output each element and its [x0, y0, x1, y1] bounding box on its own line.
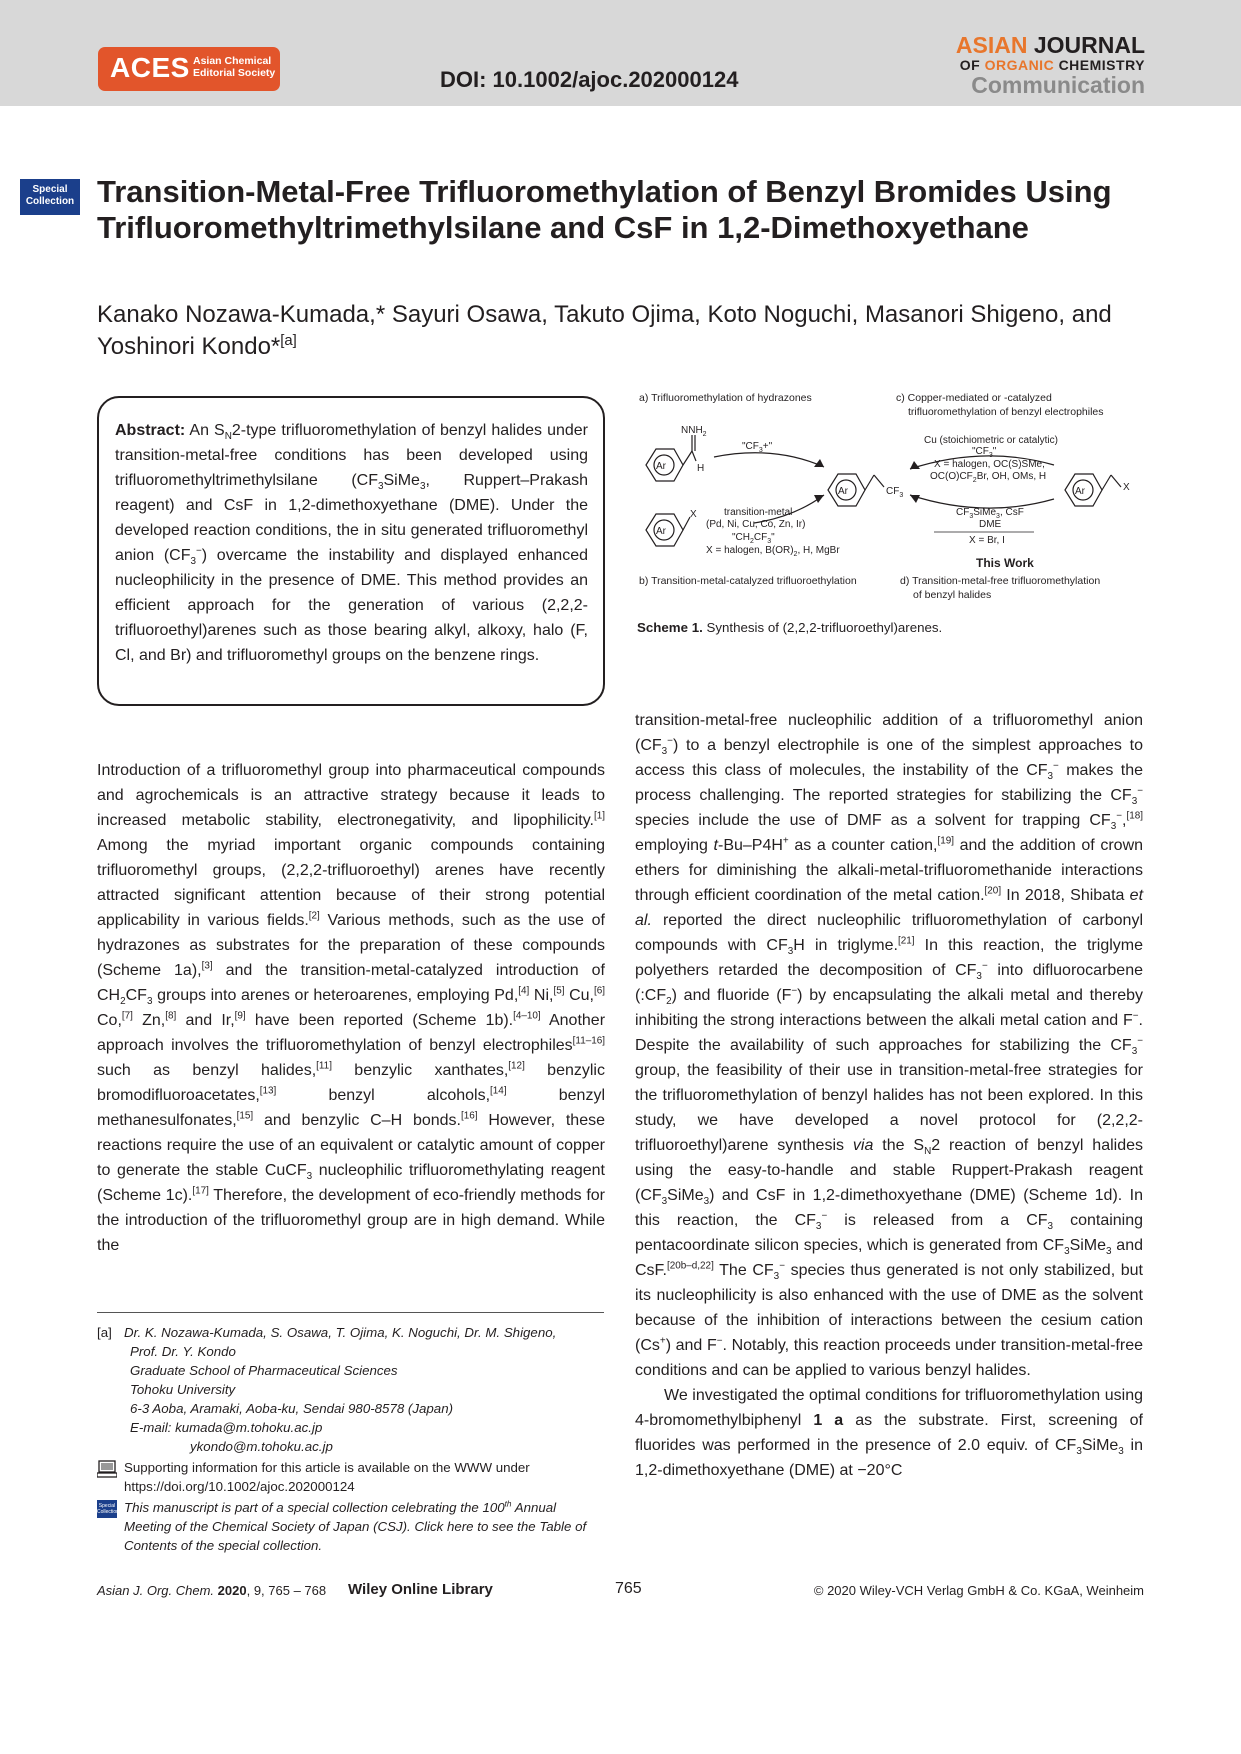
scheme-caption: Scheme 1. Synthesis of (2,2,2-trifluoroethyl)arenes. — [637, 620, 943, 635]
dme-label: DME — [979, 519, 1002, 530]
abstract-box: Abstract: An $S_N2$-type trifluoromethylation of benzyl halides under transition-metal-free conditions has been developed using trifluoromethyltrimethylsilane ($CF_3SiMe_3$, Ruppert–Prakash reagent) and CsF in 1,2-dimethoxyethane (DME). Under the developed reaction conditions, the in situ generated trifluoromethyl anion $(CF_3^-)$ overcame the instability and displayed enhanced nucleophilicity in the presence of DME. This method provides an efficient approach for the generation of various (2,2,2-trifluoroethyl)arenes such as those bearing alkyl, alkoxy, halo (F, Cl, and Br) and trifluoromethyl groups on the benzene rings. — [97, 396, 605, 706]
affiliation-footnote: [a] Dr. K. Nozawa-Kumada, S. Osawa, T. Ojima, K. Noguchi, Dr. M. Shigeno, Prof. Dr. Y. Kondo Graduate School of Pharmaceutical Sciences Tohoku University 6-3 Aoba, Aramaki, Aoba-ku, Sendai 980-8578 (Japan) E-mail: kumada@m.tohoku.ac.jp ykondo@m.tohoku.ac.jp — [97, 1323, 607, 1456]
tm-label: transition-metal — [724, 507, 793, 518]
tm-list-label: (Pd, Ni, Cu, Co, Zn, Ir) — [706, 519, 806, 530]
ar-label: Ar — [656, 461, 666, 472]
page-number: 765 — [615, 1580, 642, 1597]
nnh2-label: $NNH_2$ — [681, 425, 707, 438]
body-column-left: Introduction of a trifluoromethyl group into pharmaceutical compounds and agrochemicals is an attractive strategy because it leads to increased metabolic stability, electronegativity, and lipophilicity.[1] Among the myriad important organic compounds containing trifluoromethyl groups, (2,2,2-trifluoroethyl) arenes have recently attracted significant attention because of their strong potential applicability in various fields.[2] Various methods, such as the use of hydrazones as substrates for the preparation of these compounds (Scheme 1a),[3] and the transition-metal-catalyzed introduction of $CH_2CF_3$ groups into arenes or heteroarenes, employing Pd,[4] Ni,[5] Cu,[6] Co,[7] Zn,[8] and Ir,[9] have been reported (Scheme 1b).[4–10] Another approach involves the trifluoromethylation of benzyl electrophiles[11–16] such as benzyl halides,[11] benzylic xanthates,[12] benzylic bromodifluoroacetates,[13] benzyl alcohols,[14] benzyl methanesulfonates,[15] and benzylic C–H bonds.[16] However, these reactions require the use of an equivalent or catalytic amount of copper to generate the stable CuCF$_3$ nucleophilic trifluoromethylating reagent (Scheme 1c).[17] Therefore, the development of eco-friendly methods for the introduction of the trifluoromethyl group are in high demand. While the — [97, 762, 606, 1254]
copyright: © 2020 Wiley-VCH Verlag GmbH & Co. KGaA, Weinheim — [813, 1583, 1144, 1598]
special-collection-note[interactable]: Special Collection This manuscript is part of a special collection celebrating the 100th Annual Meeting of the Chemical Society of Japan (CSJ). Click here to see the Table of Contents of the special collection. — [97, 1499, 587, 1553]
ar-label: Ar — [838, 486, 848, 497]
footnote-divider — [97, 1312, 604, 1313]
computer-icon — [97, 1460, 117, 1478]
ar-label: Ar — [1075, 486, 1085, 497]
article-title: Transition-Metal-Free Trifluoromethylation of Benzyl Bromides Using Trifluoromethyltrimethylsilane and CsF in 1,2-Dimethoxyethane — [97, 174, 1112, 245]
email-link[interactable]: E-mail: kumada@m.tohoku.ac.jp — [130, 1420, 323, 1435]
supporting-info-note[interactable]: Supporting information for this article is available on the WWW under https://doi.org/10.1002/ajoc.202000124 — [97, 1458, 607, 1496]
scheme-label-c1: c) Copper-mediated or -catalyzed — [896, 392, 1052, 404]
cf3-label: $CF_3$ — [886, 486, 904, 499]
ch2cf3-label: "$CH_2CF_3$" — [732, 532, 775, 545]
x-c-label: X = halogen, OC(S)SMe, — [934, 459, 1045, 470]
aces-logo: ACES Asian Chemical Editorial Society — [98, 47, 280, 91]
scheme-label-b: b) Transition-metal-catalyzed trifluoroethylation — [639, 575, 857, 587]
x-d-label: X = Br, I — [969, 535, 1005, 546]
special-collection-badge[interactable]: Special Collection — [20, 179, 80, 215]
cf3-cation-label: "$CF_3+$" — [742, 441, 773, 454]
scheme-label-d1: d) Transition-metal-free trifluoromethylation — [900, 575, 1101, 587]
cf3-anion-label: "$CF_3$" — [972, 446, 997, 459]
author-list: Kanako Nozawa-Kumada,* Sayuri Osawa, Takuto Ojima, Koto Noguchi, Masanori Shigeno, and Yoshinori Kondo*[a] — [97, 301, 1112, 360]
special-collection-icon: Special Collection — [97, 1500, 117, 1518]
wiley-online-library-link[interactable]: Wiley Online Library — [348, 1581, 493, 1598]
journal-logo: ASIAN JOURNAL OF ORGANIC CHEMISTRY Communication — [955, 32, 1145, 98]
reagent-label: $CF_3SiMe_3$, CsF — [956, 507, 1024, 520]
scheme-1-figure — [634, 387, 1142, 607]
cu-label: Cu (stoichiometric or catalytic) — [924, 435, 1058, 446]
scheme-label-d2: of benzyl halides — [913, 589, 992, 601]
h-label: H — [697, 463, 705, 474]
x-b-label: X = halogen, $B(OR)_2$, H, MgBr — [706, 545, 840, 558]
x-label: X — [690, 509, 697, 520]
x-label: X — [1123, 482, 1130, 493]
this-work-label: This Work — [976, 556, 1034, 570]
citation-footer: Asian J. Org. Chem. 2020, 9, 765 – 768 — [97, 1583, 327, 1598]
scheme-label-a: a) Trifluoromethylation of hydrazones — [639, 392, 812, 404]
arrow-a — [714, 453, 824, 467]
article-type: Communication — [971, 72, 1145, 98]
doi[interactable]: DOI: 10.1002/ajoc.202000124 — [440, 67, 739, 92]
email-link[interactable]: ykondo@m.tohoku.ac.jp — [190, 1439, 333, 1454]
body-column-right: transition-metal-free nucleophilic addition of a trifluoromethyl anion $(CF_3^-)$ to a benzyl electrophile is one of the simplest approaches to access this class of molecules, the instability of the $CF_3^-$ makes the process challenging. The reported strategies for stabilizing the $CF_3^-$ species include the use of DMF as a solvent for trapping $CF_3^-,[18]$ employing t-Bu–P4H+ as a counter cation,[19] and the addition of crown ethers for diminishing the alkali-metal-trifluoromethanide interactions through efficient coordination of the metal cation.[20] In 2018, Shibata et al. reported the direct nucleophilic trifluoromethylation of carbonyl compounds with $CF_3H$ in triglyme.[21] In this reaction, the triglyme polyethers retarded the decomposition of $CF_3^-$ into difluorocarbene $(:CF_2)$ and fluoride (F−) by encapsulating the alkali metal and thereby inhibiting the strong interactions between the alkali metal cation and F−. Despite the availability of such approaches for stabilizing the $CF_3^-$ group, the feasibility of their use in transition-metal-free strategies for the trifluoromethylation of benzyl halides has not been explored. In this study, we have developed a novel protocol for (2,2,2-trifluoroethyl)arene synthesis via the $S_N2$ reaction of benzyl halides using the easy-to-handle and stable Ruppert-Prakash reagent $(CF_3SiMe_3)$ and CsF in 1,2-dimethoxyethane (DME) (Scheme 1d). In this reaction, the $CF_3^-$ is released from a $CF_3$ containing pentacoordinate silicon species, which is generated from $CF_3SiMe_3$ and CsF.[20b–d,22] The $CF_3^-$ species thus generated is not only stabilized, but its nucleophilicity is also enhanced with the use of DME as the solvent because of the inhibition of interactions between the cesium cation (Cs+) and F−. Notably, this reaction proceeds under transition-metal-free conditions and can be applied to various benzyl halides. We investigated the optimal conditions for trifluoromethylation using 4-bromomethylbiphenyl 1 a as the substrate. First, screening of fluorides was performed in the presence of 2.0 equiv. of $CF_3SiMe_3$ in 1,2-dimethoxyethane (DME) at −20°C — [635, 712, 1144, 1479]
scheme-label-c2: trifluoromethylation of benzyl electrophiles — [908, 406, 1104, 418]
ar-label: Ar — [656, 526, 666, 537]
x-c2-label: $OC(O)CF_2Br$, OH, OMs, H — [930, 471, 1047, 484]
